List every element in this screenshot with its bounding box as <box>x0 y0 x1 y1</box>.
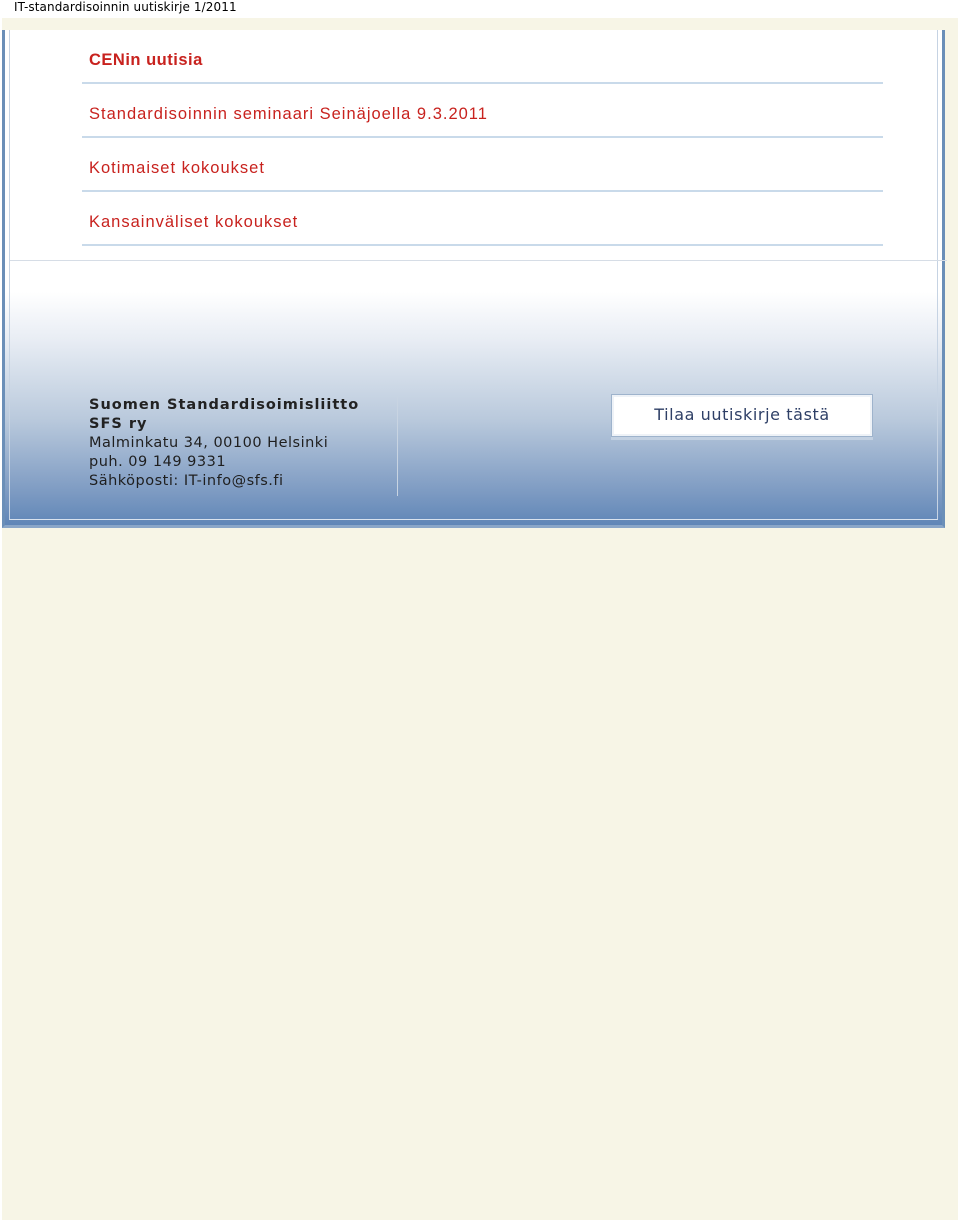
contact-email[interactable]: Sähköposti: IT-info@sfs.fi <box>89 473 284 489</box>
contact-block <box>89 396 359 491</box>
link-seminar[interactable]: Standardisoinnin seminaari Seinäjoella 9.3.2011 <box>89 105 488 123</box>
newsletter-inner-frame <box>9 30 938 520</box>
section-international-meetings <box>82 192 883 246</box>
link-domestic-meetings[interactable]: Kotimaiset kokoukset <box>89 159 265 177</box>
newsletter-panel <box>2 30 945 528</box>
contact-abbreviation: SFS ry <box>89 416 148 432</box>
subscribe-button[interactable] <box>611 394 873 437</box>
contact-divider <box>397 396 398 496</box>
section-cen-news <box>82 30 883 84</box>
subscribe-label: Tilaa uutiskirje tästä <box>654 405 830 424</box>
content-divider <box>10 260 947 261</box>
contact-organization: Suomen Standardisoimisliitto <box>89 397 360 413</box>
link-cen-news[interactable]: CENin uutisia <box>89 51 203 69</box>
section-domestic-meetings <box>82 138 883 192</box>
section-seminar <box>82 84 883 138</box>
link-international-meetings[interactable]: Kansainväliset kokoukset <box>89 213 299 231</box>
contact-address: Malminkatu 34, 00100 Helsinki <box>89 435 329 451</box>
document-title: IT-standardisoinnin uutiskirje 1/2011 <box>14 0 237 14</box>
contact-phone: puh. 09 149 9331 <box>89 454 227 470</box>
